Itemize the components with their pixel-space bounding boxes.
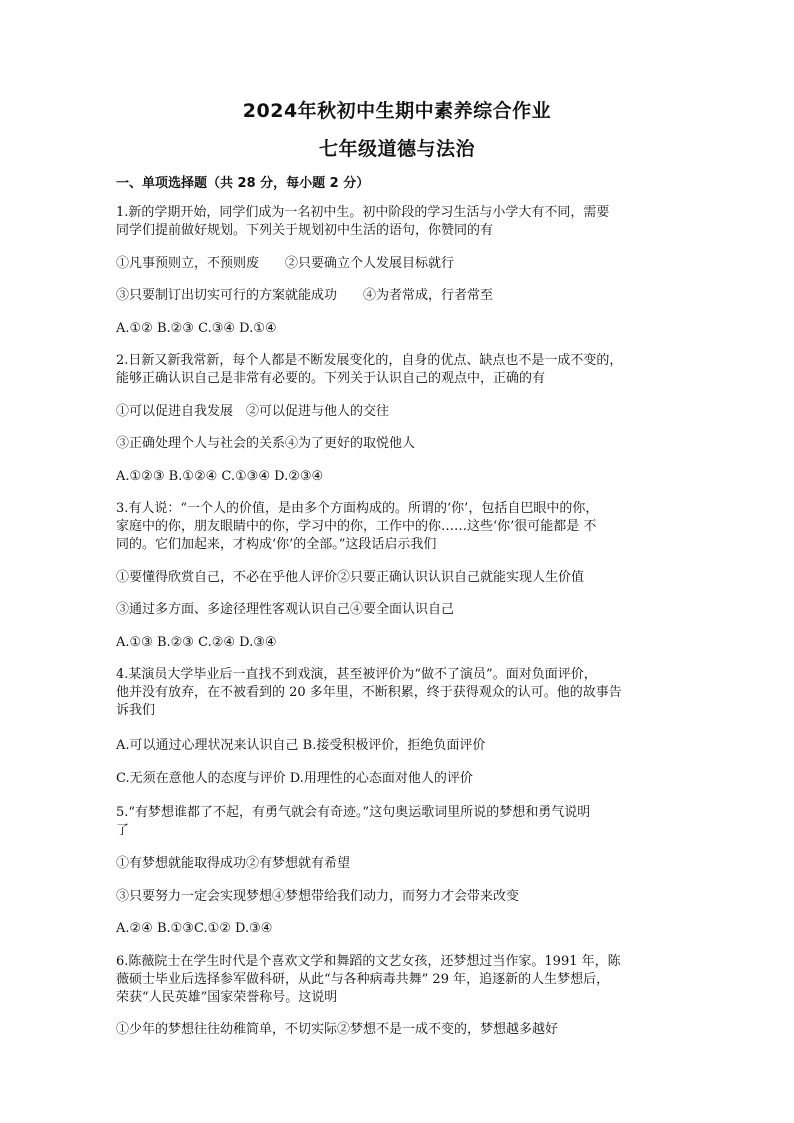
question-2-stem-line-1: 2.日新又新我常新，每个人都是不断发展变化的，自身的优点、缺点也不是一成不变的， [116,353,623,368]
question-3-stem-line-2: 家庭中的你，朋友眼睛中的你，学习中的你，工作中的你……这些‘你’很可能都是 不 [116,519,597,534]
question-5-stem-line-1: 5.“有梦想谁都了不起，有勇气就会有奇迹。”这句奥运歌词里所说的梦想和勇气说明 [116,805,591,820]
question-1-statement-2: ③只要制订出切实可行的方案就能成功 ④为者常成，行者常至 [116,288,494,303]
question-4-stem-line-3: 诉我们 [116,703,156,718]
question-5-options: A.②④ B.①③C.①② D.③④ [116,921,273,936]
question-2-options: A.①②③ B.①②④ C.①③④ D.②③④ [116,469,324,484]
question-6-statement-1: ①少年的梦想往往幼稚简单，不切实际②梦想不是一成不变的，梦想越多越好 [116,1022,559,1037]
question-5-statement-2: ③只要努力一定会实现梦想④梦想带给我们动力，而努力才会带来改变 [116,889,520,904]
exam-title: 2024年秋初中生期中素养综合作业 [242,100,552,122]
question-1-stem-line-1: 1.新的学期开始，同学们成为一名初中生。初中阶段的学习生活与小学大有不同，需要 [116,205,610,220]
question-3-statement-2: ③通过多方面、多途径理性客观认识自己④要全面认识自己 [116,602,455,617]
question-1-stem-line-2: 同学们提前做好规划。下列关于规划初中生活的语句，你赞同的有 [116,223,494,238]
question-2-stem-line-2: 能够正确认识自己是非常有必要的。下列关于认识自己的观点中，正确的有 [116,371,546,386]
question-4-stem-line-1: 4.某演员大学毕业后一直找不到戏演，甚至被评价为“做不了演员”。面对负面评价， [116,667,597,682]
question-5-statement-1: ①有梦想就能取得成功②有梦想就有希望 [116,856,351,871]
question-3-options: A.①③ B.②③ C.②④ D.③④ [116,635,277,650]
question-4-options-line-1: A.可以通过心理状况来认识自己 B.接受积极评价，拒绝负面评价 [116,738,486,753]
question-5-stem-line-2: 了 [116,823,130,838]
question-4-stem-line-2: 他并没有放弃，在不被看到的 20 多年里，不断积累，终于获得观众的认可。他的故事告 [116,685,622,700]
question-3-stem-line-3: 同的。它们加起来，才构成‘你’的全部。”这段话启示我们 [116,537,437,552]
exam-subtitle: 七年级道德与法治 [318,138,475,160]
question-1-statement-1: ①凡事预则立，不预则废 ②只要确立个人发展目标就行 [116,256,455,271]
question-2-statement-2: ③正确处理个人与社会的关系④为了更好的取悦他人 [116,436,416,451]
question-1-options: A.①② B.②③ C.③④ D.①④ [116,321,277,336]
question-6-stem-line-2: 薇硕士毕业后选择参军做科研，从此“与各种病毒共舞” 29 年，追逐新的人生梦想后， [116,972,610,987]
question-3-statement-1: ①要懂得欣赏自己，不必在乎他人评价②只要正确认识认识自己就能实现人生价值 [116,570,585,585]
question-6-stem-line-1: 6.陈薇院士在学生时代是个喜欢文学和舞蹈的文艺女孩，还梦想过当作家。1991 年，陈 [116,954,621,969]
question-3-stem-line-1: 3.有人说：“一个人的价值，是由多个方面构成的。所谓的‘你’，包括自巴眼中的你， [116,501,599,516]
section-heading: 一、单项选择题（共 28 分，每小题 2 分） [116,176,370,191]
question-2-statement-1: ①可以促进自我发展 ②可以促进与他人的交往 [116,404,390,419]
question-6-stem-line-3: 荣获“人民英雄”国家荣誉称号。这说明 [116,990,338,1005]
question-4-options-line-2: C.无须在意他人的态度与评价 D.用理性的心态面对他人的评价 [116,771,473,786]
